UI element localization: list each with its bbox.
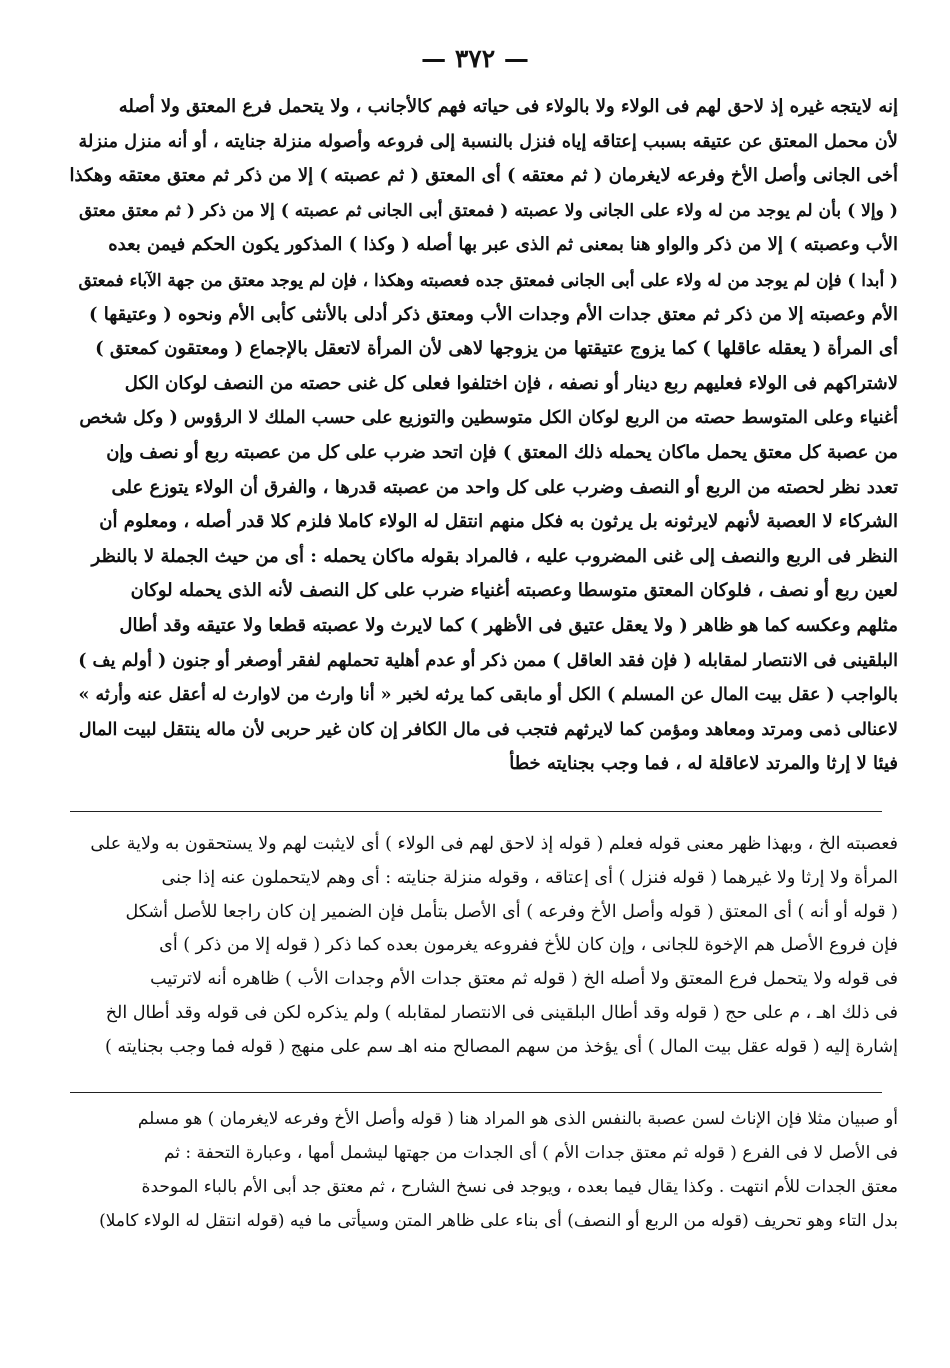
main-text-line: لاعنالى ذمى ومرتد ومعاهد ومؤمن كما لايرثهم فتجب فى مال الكافر إن كان غير حربى لأن ماله ينتقل لبيت المال [78, 719, 898, 740]
main-text-line: النظر فى الربع والنصف إلى غنى المضروب عليه ، فالمراد بقوله ماكان يحمله : أى من حيث الجملة لا بالنظر [91, 545, 898, 567]
taqrir-line: أو صبيان مثلا فإن الإناث لسن عصبة بالنفس الذى هو المراد هنا ( قوله وأصل الأخ وفرعه لايغرمان ) هو مسلم [137, 1109, 898, 1129]
footnote-divider [70, 811, 882, 812]
main-text-line: تعدد نظر لحصته من الربع أو النصف وضرب على كل واحد من عصبته قدرها ، والفرق أن الولاء يتوزع على [111, 476, 898, 498]
hashiya-line: فإن فروع الأصل هم الإخوة للجانى ، وإن كان للأخ ففروعه يغرمون بعده كما ذكر ( قوله إلا من ذكر ) أى [159, 935, 898, 956]
main-text-line: من عصبة كل معتق يحمل ماكان يحمله ذلك المعتق ) فإن اتحد ضرب على كل من عصبته ربع أو نصف وإن [106, 441, 898, 463]
main-text-line: ( وإلا ) بأن لم يوجد من له ولاء على الجانى ولا عصبته ( فمعتق أبى الجانى ثم عصبته ) إلا من ذكر ( ثم معتق معتق [79, 200, 898, 221]
main-text-line: مثلهم وعكسه كما هو ظاهر ( ولا يعقل عتيق فى الأظهر ) كما لايرث ولا عصبته قطعا ولا عتيقه وقد أطال [119, 614, 898, 636]
hashiya-line: إشارة إليه ( قوله عقل بيت المال ) أى يؤخذ من سهم المصالح منه اهـ سم على منهج ( قوله فما وجب بجنايته ) [104, 1036, 898, 1057]
page-number: — ٣٧٢ — [421, 44, 529, 73]
main-text-line: إنه لايتجه غيره إذ لاحق لهم فى الولاء ولا بالولاء فى حياته فهم كالأجانب ، ولا يتحمل فرع المعتق ولا أصله [118, 96, 898, 117]
second-divider [70, 1092, 882, 1093]
hashiya-line: ( قوله أو أنه ) أى المعتق ( قوله وأصل الأخ وفرعه ) أى الأصل بتأمل فإن الضمير إن كان راجعا للأصل أشكل [125, 901, 898, 922]
hashiya-line: فعصبته الخ ، وبهذا ظهر معنى قوله فعلم ( قوله إذ لاحق لهم فى الولاء ) أى لايثبت لهم ولا يستحقون به ولاية على [90, 834, 898, 854]
hashiya-text [70, 828, 898, 1065]
main-text-line: لعين ربع أو نصف ، فلوكان المعتق متوسطا وعصبته أغنياء ضرب على كل النصف لأنه الذى يحمله لوكان [130, 580, 898, 602]
main-text-line: أخى الجانى وأصل الأخ وفرعه لايغرمان ( ثم معتقه ) أى المعتق ( ثم عصبته ) إلا من ذكر ثم معتق معتقه وهكذا [70, 165, 898, 187]
taqrir-text [70, 1102, 898, 1238]
main-text-line: فيئا لا إرثا والمرتد لاعاقلة له ، فما وجب بجنايته خطأ [509, 753, 898, 775]
main-text-line: لاشتراكهم فى الولاء فعليهم ربع دينار أو نصفه ، فإن اختلفوا فعلى كل غنى حصته من النصف لوكان الكل [124, 372, 898, 394]
main-text-line: الأب وعصبته ) إلا من ذكر والواو هنا بمعنى ثم الذى عبر بها أصله ( وكذا ) المذكور يكون الحكم فيمن بعده [108, 234, 898, 256]
taqrir-line: معتق الجدات للأم انتهت . وكذا يقال فيما بعده ، ويوجد فى نسخ الشارح ، ثم معتق جد أبى الأم بالباء الموحدة [141, 1177, 898, 1197]
main-text-line: أى المرأة ( يعقله عاقلها ) كما يزوج عتيقتها من يزوجها لاهى لأن المرأة لاتعقل بالإجماع ( ومعتقون كمعتق ) [95, 338, 898, 360]
taqrir-line: فى الأصل لا فى الفرع ( قوله ثم معتق جدات الأم ) أى الجدات من جهتها ليشمل أمها ، وعبارة التحفة : ثم [163, 1143, 898, 1163]
hashiya-line: المرأة ولا إرثا ولا غيرهما ( قوله فنزل ) أى إعتاقه ، وقوله منزلة جنايته : أى وهم لايتحملون عنه إذا جنى [161, 867, 898, 888]
hashiya-line: فى ذلك اهـ ، م على حج ( قوله وقد أطال البلقينى فى الانتصار لمقابله ) ولم يذكره لكن فى قوله وقد أطال الخ [105, 1002, 898, 1023]
main-text-line: الأم وعصبته إلا من ذكر ثم معتق جدات الأم وجدات الأب ومعتق ذكر أدلى بالأنثى كأبى الأم ونحوه ( وعتيقها ) [89, 303, 898, 325]
taqrir-line: بدل التاء وهو تحريف (قوله من الربع أو النصف) أى بناء على ظاهر المتن وسيأتى ما فيه (قوله انتقل له الولاء كاملا) [99, 1211, 898, 1231]
main-text-line: الشركاء لا العصبة لأنهم لايرثونه بل يرثون به فكل منهم انتقل له الولاء كاملا فلزم كلا قدر أصله ، ومعلوم أن [99, 511, 898, 533]
main-text-line: بالواجب ( عقل بيت المال عن المسلم ) الكل أو مابقى كما يرثه لخبر « أنا وارث من لاوارث له أعقل عنه وأرثه » [78, 685, 898, 706]
main-text-line: ( أبدا ) فإن لم يوجد من له ولاء على أبى الجانى فمعتق جده فعصبته وهكذا ، فإن لم يوجد معتق من جهة الآباء فمعتق [78, 269, 898, 290]
main-text-line: أغنياء وعلى المتوسط حصته من الربع لوكان الكل متوسطين والتوزيع على حسب الملك لا الرؤوس ( وكل شخص [79, 407, 898, 429]
hashiya-line: فى قوله ولا يتحمل فرع المعتق ولا أصله الخ ( قوله ثم معتق جدات الأم وجدات الأب ) ظاهره أنه لاترتيب [150, 969, 898, 990]
main-text [70, 90, 898, 782]
main-text-line: لأن محمل المعتق عن عتيقه بسبب إعتاقه إياه فنزل بالنسبة إلى فروعه وأصوله منزلة جنايته ، أو أنه منزل منزلة [78, 130, 898, 152]
main-text-line: البلقينى فى الانتصار لمقابله ( فإن فقد العاقل ) ممن ذكر أو عدم أهلية تحملهم لفقر أوصغر أو جنون ( أولم يف ) [78, 650, 898, 671]
